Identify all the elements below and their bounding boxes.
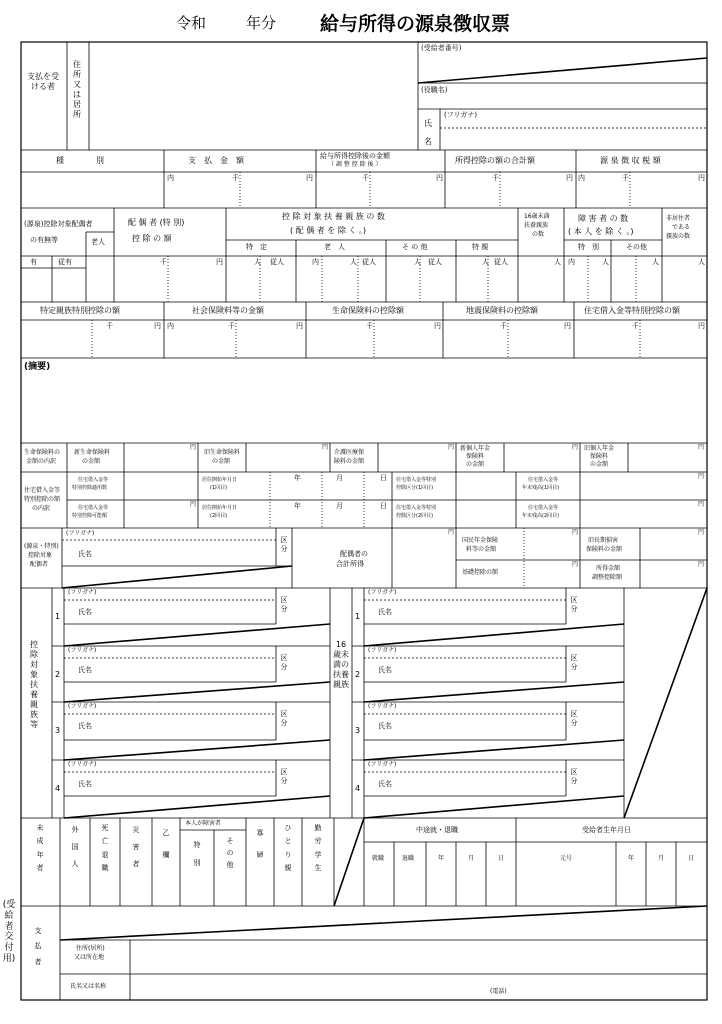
unit-en: 円 [698, 322, 705, 330]
self-special-label: 特別 [193, 841, 201, 868]
right-dependent-furigana-label: (フリガナ) [368, 703, 397, 710]
housing-kind1-label2: 控除区分(1回目) [396, 485, 434, 491]
unit-en: 円 [154, 322, 161, 330]
unit-en: 円 [216, 258, 223, 266]
copy-side-label: (受給者交付用) [2, 900, 16, 964]
unit-jyu-yes: 従有 [58, 258, 72, 266]
unit-nin: 人 [350, 258, 357, 266]
housing-applicable-label2: 特別控除適用数 [72, 485, 108, 491]
unit-jyu: 従人 [494, 258, 508, 266]
minor-label: 未成年者 [36, 824, 44, 872]
special-disabled-header: 特 別 [578, 243, 599, 251]
housing-balance2-label: 住宅借入金等 [528, 505, 559, 511]
unit-jyu: 従人 [362, 258, 376, 266]
payer-name-label: 氏名又は名称 [70, 983, 107, 990]
dependents-sub: ( 配 偶 者 を 除 く 。) [290, 226, 367, 235]
unit-en: 円 [448, 444, 455, 451]
left-dependent-furigana-label: (フリガナ) [68, 761, 97, 768]
right-dependent-name-label: 氏名 [378, 780, 392, 788]
unit-month: 月 [336, 502, 343, 510]
payer-address-label: 住所(居所) [76, 945, 105, 952]
disabled-header: 障 害 者 の 数 [578, 214, 629, 223]
birth-label: 受給者生年月日 [582, 826, 631, 834]
page-title: 給与所得の源泉徴収票 [320, 13, 511, 35]
left-dependent-kubun-label: 区分 [280, 710, 288, 727]
special-relative-header: 特 親 [472, 243, 489, 251]
unit-sen: 千 [232, 174, 239, 182]
unit-jyu: 従人 [428, 258, 442, 266]
new-pension-label3: の金額 [466, 461, 485, 468]
self-disabled-label: 本人が障害者 [185, 820, 222, 827]
new-life-label: 新生命保険料 [74, 449, 111, 456]
left-dependent-kubun-label: 区分 [280, 654, 288, 671]
spouse-kubun-label: 区分 [280, 536, 288, 553]
payer-label: 支払者 [34, 927, 42, 966]
unit-en: 円 [306, 174, 313, 182]
unit-nin: 人 [482, 258, 489, 266]
housing-kind1-label: 住宅借入金等特別 [396, 477, 437, 483]
spouse-deduction-header2: 控 除 の 額 [132, 234, 172, 243]
right-dependent-name-label: 氏名 [378, 666, 392, 674]
spouse-name-label: 氏名 [78, 550, 92, 558]
dependents-header: 控 除 対 象 扶 養 親 族 の 数 [282, 212, 385, 221]
unit-en: 円 [698, 174, 705, 182]
unit-day: 日 [688, 855, 695, 862]
working-student-label: 勤労学生 [314, 824, 322, 872]
social-insurance-header: 社会保険料等の金額 [192, 306, 264, 315]
right-dependent-furigana-label: (フリガナ) [368, 589, 397, 596]
old-long-label: 旧長期損害 [588, 537, 619, 544]
title-year-unit: 年分 [246, 14, 277, 32]
left-dependent-name-label: 氏名 [78, 666, 92, 674]
unit-sen: 千 [362, 174, 369, 182]
payee-address-label: 住所又は居所 [73, 60, 81, 119]
new-pension-label2: 保険料 [466, 453, 485, 460]
left-dependent-name-label: 氏名 [78, 780, 92, 788]
payer-address-label2: 又は所在地 [74, 954, 105, 961]
unit-day: 日 [380, 474, 387, 482]
unit-sen: 千 [366, 322, 373, 330]
left-dependent-number: 2 [55, 670, 61, 679]
unit-nin: 人 [254, 258, 261, 266]
unit-sen: 千 [500, 322, 507, 330]
pension-label2: 料等の金額 [466, 546, 497, 553]
housing-breakdown-label2: 特別控除の額 [24, 496, 61, 503]
unit-en: 円 [190, 501, 197, 508]
unit-year: 年 [294, 502, 301, 510]
left-dependent-number: 3 [55, 726, 61, 735]
housing-balance2-label2: 年末残高(2回目) [522, 513, 560, 519]
unit-sen: 千 [632, 322, 639, 330]
unit-en: 円 [572, 561, 579, 568]
unit-sen: 千 [106, 322, 113, 330]
unit-day: 日 [498, 855, 505, 862]
unit-en: 円 [322, 444, 329, 451]
unit-month: 月 [658, 855, 665, 862]
unit-year: 年 [294, 474, 301, 482]
midyear-label: 中途就・退職 [416, 826, 458, 834]
death-retire-label: 死亡退職 [101, 824, 109, 872]
gengo-label: 元号 [560, 855, 573, 862]
unit-en: 円 [566, 174, 573, 182]
right-dependent-name-label: 氏名 [378, 722, 392, 730]
after-deduction-sub: （ 調 整 控 除 後 ） [328, 161, 382, 168]
life-breakdown-label2: 金額の内訳 [26, 458, 57, 465]
special-spouse-header: 特定親族特別控除の額 [40, 306, 120, 315]
spouse-existence-header2: の有無等 [30, 236, 58, 244]
housing-balance1-label2: 年末残高(1回目) [522, 485, 560, 491]
title-era: 令和 [176, 14, 207, 32]
right-dependent-furigana-label: (フリガナ) [368, 647, 397, 654]
left-dependent-furigana-label: (フリガナ) [68, 647, 97, 654]
under16-header3: の数 [532, 231, 545, 238]
unit-sen: 千 [228, 322, 235, 330]
unit-uchi: 内 [167, 322, 174, 330]
left-dependent-number: 4 [55, 784, 61, 793]
housing-breakdown-label3: の内訳 [32, 505, 51, 512]
unit-en: 円 [698, 529, 705, 536]
unit-sen: 千 [160, 258, 167, 266]
position-label: (役職名) [421, 86, 448, 94]
housing-balance1-label: 住宅借入金等 [528, 477, 559, 483]
dependents-section-label: 控除対象扶養親族等 [30, 640, 38, 729]
right-dependent-kubun-label: 区分 [570, 768, 578, 785]
old-pension-label2: 保険料 [590, 453, 609, 460]
nonresident-header: 非居住者 [666, 215, 691, 222]
unit-en: 円 [564, 322, 571, 330]
unit-en: 円 [448, 529, 455, 536]
left-dependent-furigana-label: (フリガナ) [68, 589, 97, 596]
unit-month: 月 [336, 474, 343, 482]
single-parent-label: ひとり親 [284, 824, 292, 872]
pension-label: 国民年金保険 [462, 537, 499, 544]
specific-header: 特 定 [246, 243, 267, 251]
basic-deduction-label: 基礎控除の額 [462, 569, 499, 576]
spouse-section-label3: 配偶者 [30, 561, 49, 568]
payee-name-label: 氏名 [424, 119, 432, 146]
payer-tel-label: (電話) [490, 988, 507, 995]
earthquake-insurance-header: 地震保険料の控除額 [466, 306, 538, 315]
disabled-sub: ( 本 人 を 除 く 。) [568, 227, 634, 236]
unit-en: 円 [698, 473, 705, 480]
housing-possible-label: 住宅借入金等 [78, 505, 109, 511]
housing-start1-label2: (1回目) [210, 485, 228, 491]
retire-label: 退職 [402, 855, 415, 862]
housing-start2-label: 居住開始年月日 [202, 505, 238, 511]
other-header: そ の 他 [402, 243, 428, 251]
widow-label: 寡婦 [256, 829, 264, 860]
left-dependent-furigana-label: (フリガナ) [68, 703, 97, 710]
life-insurance-header: 生命保険料の控除額 [332, 306, 404, 315]
foreign-label: 外国人 [71, 826, 79, 868]
unit-sen: 千 [492, 174, 499, 182]
deduction-total-header: 所得控除の額の合計額 [455, 156, 535, 165]
kind-header: 種 別 [56, 156, 104, 165]
recipient-number-label: (受給者番号) [421, 44, 462, 52]
adjust-label2: 調整控除額 [592, 574, 623, 581]
spouse-income-label: 配偶者の [340, 550, 368, 558]
unit-nin: 人 [698, 258, 705, 266]
new-pension-label: 新個人年金 [460, 445, 491, 452]
housing-loan-header: 住宅借入金等特別控除の額 [584, 306, 680, 315]
spouse-elderly-header: 老人 [91, 238, 105, 246]
nonresident-header2: である [672, 224, 691, 231]
spouse-deduction-header: 配 偶 者 (特 別) [128, 218, 185, 227]
right-dependent-furigana-label: (フリガナ) [368, 761, 397, 768]
right-dependent-kubun-label: 区分 [570, 654, 578, 671]
spouse-section-label: (源泉・特別) [24, 543, 59, 550]
right-dependent-number: 1 [355, 612, 361, 621]
disaster-label: 災害者 [132, 826, 140, 868]
spouse-existence-header: (源泉)控除対象配偶者 [24, 220, 93, 228]
under16-section-label: 16歳未満の扶養親族 [333, 640, 349, 689]
spouse-section-label2: 控除対象 [28, 552, 53, 559]
spouse-income-label2: 合計所得 [336, 560, 364, 568]
adjust-label: 所得金額 [596, 565, 621, 572]
left-dependent-number: 1 [55, 612, 61, 621]
unit-nin: 人 [414, 258, 421, 266]
withholding-tax-header: 源 泉 徴 収 税 額 [600, 156, 661, 165]
care-label2: 険料の金額 [334, 458, 365, 465]
otsu-label: 乙欄 [162, 829, 170, 860]
left-dependent-name-label: 氏名 [78, 608, 92, 616]
unit-en: 円 [434, 322, 441, 330]
right-dependent-name-label: 氏名 [378, 608, 392, 616]
unit-year: 年 [438, 855, 445, 862]
self-other-label: その他 [226, 837, 234, 869]
after-deduction-header: 給与所得控除後の金額 [320, 152, 390, 160]
right-dependent-number: 2 [355, 670, 361, 679]
left-dependent-name-label: 氏名 [78, 722, 92, 730]
unit-uchi: 内 [312, 258, 319, 266]
housing-applicable-label: 住宅借入金等 [78, 477, 109, 483]
unit-yes: 有 [30, 258, 37, 266]
payee-label: 支払を受ける者 [27, 72, 59, 91]
housing-start2-label2: (2回目) [210, 513, 228, 519]
unit-en: 円 [572, 444, 579, 451]
under16-header2: 扶養親族 [524, 222, 549, 229]
housing-breakdown-label: 住宅借入金等 [24, 487, 61, 494]
old-pension-label: 旧個人年金 [584, 445, 615, 452]
payee-furigana-label: (フリガナ) [444, 111, 478, 119]
unit-nin: 人 [602, 258, 609, 266]
left-dependent-kubun-label: 区分 [280, 596, 288, 613]
unit-month: 月 [468, 855, 475, 862]
unit-en: 円 [572, 529, 579, 536]
other-disabled-header: その他 [626, 243, 647, 251]
old-life-label: 旧生命保険料 [204, 449, 241, 456]
unit-jyu: 従人 [270, 258, 284, 266]
unit-en: 円 [436, 174, 443, 182]
old-pension-label3: の金額 [590, 461, 609, 468]
elderly-header: 老 人 [324, 243, 345, 251]
right-dependent-number: 4 [355, 784, 361, 793]
spouse-furigana-label: (フリガナ) [66, 530, 95, 537]
unit-en: 円 [698, 561, 705, 568]
unit-nin: 人 [652, 258, 659, 266]
new-life-label2: の金額 [82, 458, 101, 465]
unit-day: 日 [380, 502, 387, 510]
left-dependent-kubun-label: 区分 [280, 768, 288, 785]
old-life-label2: の金額 [212, 458, 231, 465]
right-dependent-kubun-label: 区分 [570, 596, 578, 613]
old-long-label2: 保険料の金額 [586, 546, 623, 553]
unit-year: 年 [628, 855, 635, 862]
housing-start1-label: 居住開始年月日 [202, 477, 238, 483]
life-breakdown-label: 生命保険料の [24, 449, 61, 456]
unit-en: 円 [698, 444, 705, 451]
unit-en: 円 [190, 444, 197, 451]
unit-nin: 人 [554, 258, 561, 266]
right-dependent-kubun-label: 区分 [570, 710, 578, 727]
unit-uchi: 内 [568, 258, 575, 266]
housing-kind2-label: 住宅借入金等特別 [396, 505, 437, 511]
housing-possible-label2: 特別控除可能額 [72, 513, 108, 519]
unit-en: 円 [296, 322, 303, 330]
under16-header: 16歳未満 [524, 213, 550, 220]
unit-en: 円 [698, 501, 705, 508]
care-label: 介護医療保 [334, 449, 365, 456]
payment-header: 支 払 金 額 [188, 156, 244, 165]
nonresident-header3: 親族の数 [666, 233, 691, 240]
unit-uchi: 内 [167, 174, 174, 182]
right-dependent-number: 3 [355, 726, 361, 735]
remarks-label: (摘要) [24, 362, 51, 372]
hire-label: 就職 [372, 855, 385, 862]
unit-sen: 千 [622, 174, 629, 182]
housing-kind2-label2: 控除区分(2回目) [396, 513, 434, 519]
unit-uchi: 内 [578, 174, 585, 182]
